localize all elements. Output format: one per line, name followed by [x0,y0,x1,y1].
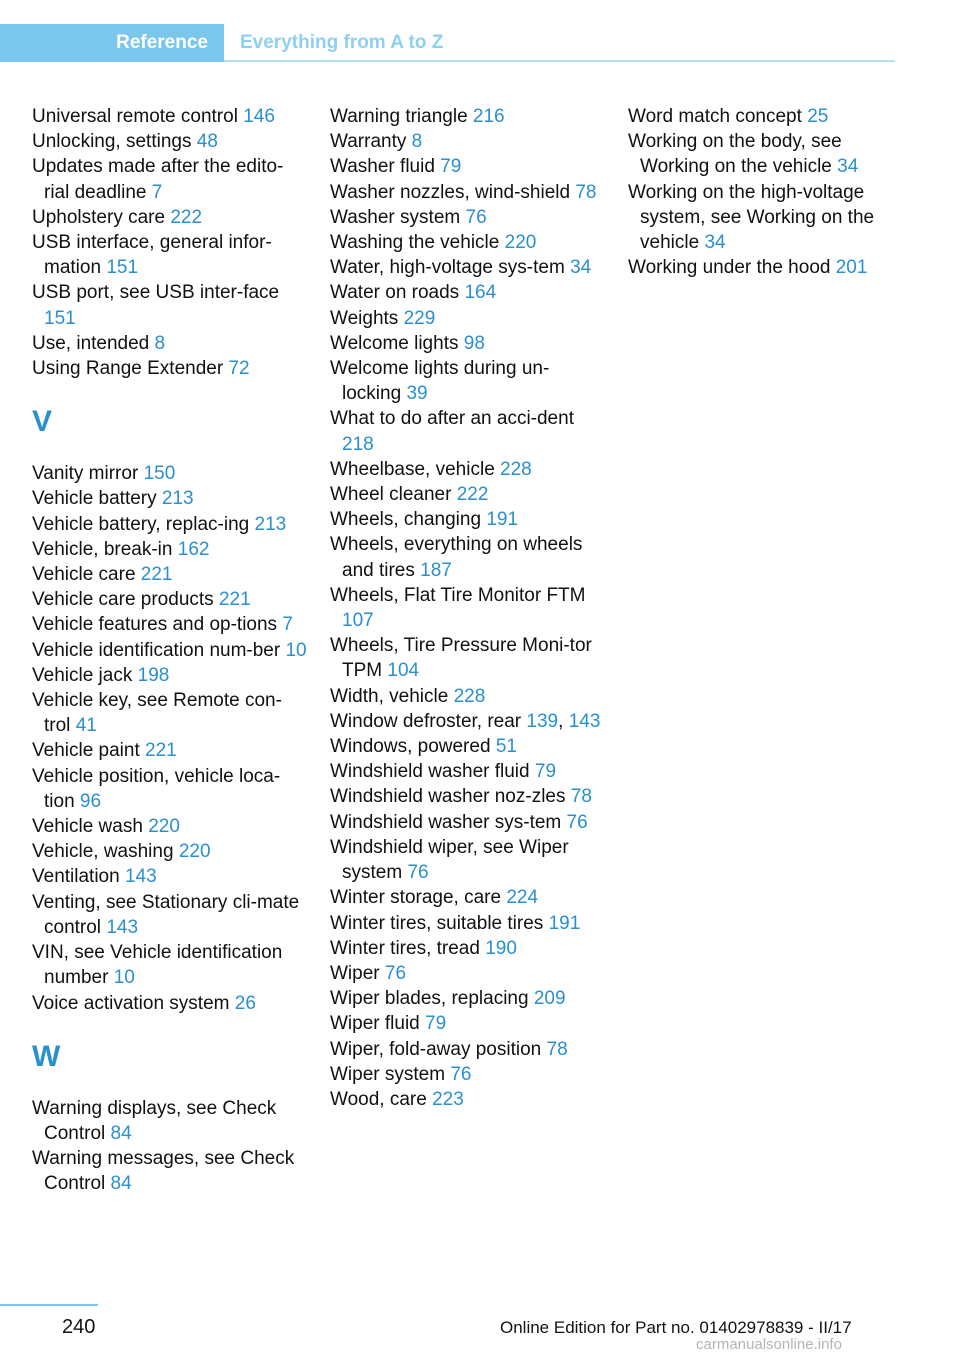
index-entry-text: Vanity mirror [32,463,139,485]
page-link[interactable]: 25 [807,106,829,127]
index-entry [32,356,307,381]
index-entry-text: Windshield washer sys-tem [330,811,562,833]
section-title: Everything from A to Z [240,32,444,53]
page-link[interactable]: 10 [285,639,307,661]
index-entry [32,486,307,511]
page-number: 240 [62,1316,96,1338]
page-link[interactable]: 229 [403,307,436,329]
index-entry-text: Vehicle care products [32,589,214,611]
index-entry-text: Vehicle, break-in [32,538,173,560]
index-entry [628,104,908,129]
index-entry-text: Warning triangle [330,106,468,127]
index-entry-text: Windshield wiper, see Wiper system [330,836,569,884]
index-entry [330,734,605,759]
index-entry [32,587,307,612]
index-entry [330,784,605,809]
index-entry-text: Wheels, everything on wheels and tires [330,534,583,581]
index-entry [330,331,605,356]
header-rule [224,60,895,62]
index-entry-text: Washer nozzles, wind-shield [330,181,571,203]
page-link[interactable]: 146 [243,106,275,127]
index-entry-text: Vehicle features and op-tions [32,614,278,636]
page-link[interactable]: 198 [137,664,170,686]
page-link[interactable]: 164 [464,282,497,304]
index-entry-text: Vehicle battery, replac-ing [32,513,250,535]
index-column-3 [628,104,908,280]
index-entry-text: Wheelbase, vehicle [330,458,495,480]
page-link[interactable]: 162 [177,538,210,560]
page-link[interactable]: 220 [504,232,537,254]
page-link[interactable]: 26 [234,992,256,1014]
index-entry-text: Vehicle, washing [32,841,174,863]
index-entry-text: Window defroster, rear [330,710,522,732]
page-link[interactable]: 143 [568,710,601,732]
index-entry [32,154,307,204]
index-entry [330,532,605,582]
page-link[interactable]: 78 [546,1038,568,1060]
page-link[interactable]: 48 [196,131,218,153]
page-link[interactable]: 76 [566,811,588,833]
edition-note: Online Edition for Part no. 01402978839 - II/17 [500,1318,852,1337]
page-link[interactable]: 41 [75,715,97,737]
index-entry-text: Wiper [330,962,380,984]
page-link[interactable]: 220 [148,816,180,838]
page-link[interactable]: 98 [463,332,485,354]
page-link[interactable]: 228 [453,685,486,707]
index-entry [330,306,605,331]
index-entry [32,461,307,486]
index-entry-text: Upholstery care [32,206,166,228]
index-entry-text: Wiper, fold-away position [330,1038,542,1060]
index-entry-text: Vehicle position, vehicle loca-tion [32,765,281,812]
index-entry [330,154,605,179]
page-header [0,24,895,62]
page-link[interactable]: 228 [500,458,532,480]
index-entry [32,663,307,688]
page-link[interactable]: 8 [411,131,423,153]
page-link[interactable]: 190 [485,937,517,959]
index-entry [32,1146,307,1196]
index-entry [32,562,307,587]
index-entry-text: Universal remote control [32,106,238,127]
page-link[interactable]: 107 [342,610,374,632]
index-entry-text: Wheels, changing [330,509,482,531]
index-entry [32,104,307,129]
page-link[interactable]: 222 [170,206,203,228]
page-link[interactable]: 220 [178,841,211,863]
page-link[interactable]: 79 [440,156,462,178]
index-entry [32,1096,307,1146]
index-entry-text: Wiper blades, replacing [330,988,529,1010]
index-entry [628,129,908,179]
index-entry [330,633,605,683]
index-entry-text: Wiper fluid [330,1013,420,1035]
page-link[interactable]: 224 [506,887,539,909]
index-entry-text: USB interface, general infor-mation [32,232,272,279]
index-entry-text: Warning displays, see Check Control [32,1097,277,1144]
index-entry-text: Unlocking, settings [32,131,192,153]
index-entry-text: Windows, powered [330,736,491,758]
page-link[interactable]: 10 [113,967,135,989]
index-entry-text: Working on the high-voltage system, see Working on the vehicle [628,181,875,254]
index-entry [330,205,605,230]
index-entry [32,839,307,864]
index-entry [32,537,307,562]
page-link[interactable]: 151 [106,257,139,279]
index-entry [330,230,605,255]
index-entry [330,1087,605,1112]
page-link[interactable]: 79 [534,761,557,783]
index-entry [330,835,605,885]
page-link[interactable]: 34 [704,232,726,254]
index-entry [330,356,605,406]
index-entry [32,638,307,663]
page-link[interactable]: 7 [151,181,163,203]
index-entry-text: VIN, see Vehicle identification number [32,942,283,989]
footer-rule [0,1304,98,1306]
index-entry-text: What to do after an acci-dent [330,408,574,430]
index-entry [330,810,605,835]
index-entry-text: Warning messages, see Check Control [32,1148,295,1195]
page-link[interactable]: 76 [465,206,487,228]
index-entry [32,512,307,537]
index-entry-text: Word match concept [628,106,802,127]
index-entry-text: Wood, care [330,1088,427,1110]
page-link[interactable]: 201 [835,257,868,279]
index-entry-text: Vehicle jack [32,664,133,686]
index-entry-text: USB port, see USB inter-face [32,282,280,304]
index-entry-text: Water on roads [330,282,460,304]
index-entry [32,814,307,839]
page-link[interactable]: 8 [154,332,166,354]
index-entry [330,180,605,205]
page-link[interactable]: 79 [425,1013,447,1035]
index-entry [330,280,605,305]
index-entry [330,129,605,154]
page-link[interactable]: 191 [548,912,581,934]
index-entry-text: Wheel cleaner [330,484,452,506]
index-entry-text: Wheels, Tire Pressure Moni-tor TPM [330,635,592,682]
page-link[interactable]: 221 [218,589,251,611]
page-link[interactable]: 104 [387,660,420,682]
index-entry [330,406,605,456]
index-entry [32,230,307,280]
index-entry [330,1011,605,1036]
index-entry-text: Working on the body, see Working on the vehicle [628,131,842,178]
watermark: carmanualsonline.info [696,1336,842,1353]
page-link[interactable]: 187 [420,559,452,581]
index-column-1 [32,104,307,1197]
index-entry [330,961,605,986]
page-link[interactable]: 222 [456,484,489,506]
index-entry-text: Venting, see Stationary cli-mate control [32,891,300,938]
page-link[interactable]: 150 [143,463,176,485]
page-link[interactable]: 218 [342,433,374,455]
index-entry-text: Wheels, Flat Tire Monitor FTM [330,584,586,606]
page-link[interactable]: 143 [124,866,157,888]
index-entry-text: Warranty [330,131,407,153]
chapter-tab[interactable]: Reference [0,24,224,62]
index-entry [330,936,605,961]
page-link[interactable]: 213 [254,513,287,535]
index-entry [330,583,605,633]
page-link[interactable]: 151 [44,307,76,329]
page-link[interactable]: 51 [495,736,517,758]
index-entry [330,255,605,280]
page-link[interactable]: 221 [145,740,177,762]
index-entry-text: Windshield washer fluid [330,761,530,783]
page-link[interactable]: 221 [140,564,173,586]
index-entry [32,890,307,940]
page-link[interactable]: 78 [575,181,597,203]
page-link[interactable]: 34 [570,257,592,279]
page-link[interactable]: 84 [110,1122,132,1144]
page-link[interactable]: 191 [486,509,519,531]
index-entry-text: Working under the hood [628,257,831,279]
index-entry [330,986,605,1011]
index-entry-text: Weights [330,307,399,329]
index-entry [330,1037,605,1062]
index-entry-text: Washer system [330,206,461,228]
index-entry [628,255,908,280]
index-entry [32,940,307,990]
index-entry [32,129,307,154]
index-entry-text: Wiper system [330,1063,446,1085]
page-link[interactable]: 216 [472,106,505,127]
index-entry-text: Welcome lights [330,332,459,354]
index-entry [330,507,605,532]
index-entry [32,280,307,330]
index-letter-heading: W [32,1039,61,1073]
index-entry-text: Winter tires, suitable tires [330,912,544,934]
index-entry [330,104,605,129]
index-entry [32,764,307,814]
page-link[interactable]: 213 [161,488,194,510]
page-link[interactable]: 78 [570,786,592,808]
index-entry-text: Vehicle battery [32,488,157,510]
page-link[interactable]: 76 [450,1063,472,1085]
index-entry-text: Water, high-voltage sys-tem [330,257,565,279]
index-entry-text: Winter tires, tread [330,937,480,959]
index-entry [32,612,307,637]
index-entry-text: Washing the vehicle [330,232,500,254]
page-link[interactable]: 223 [432,1088,464,1110]
index-entry [330,885,605,910]
index-entry-text: Updates made after the edito-rial deadline [32,156,284,203]
index-entry-text: Vehicle paint [32,740,140,762]
index-entry: Window defroster, rear 139, 143 [330,710,601,732]
index-entry-text: Welcome lights during un-locking [330,358,550,405]
page-link[interactable]: 143 [106,916,139,938]
index-entry-text: Using Range Extender [32,358,224,380]
index-entry [330,457,605,482]
index-entry-text: Vehicle care [32,564,136,586]
index-entry [628,180,908,256]
page-link[interactable]: 34 [837,156,859,178]
index-entry-text: Vehicle identification num-ber [32,639,281,661]
index-entry-text: Washer fluid [330,156,435,178]
page-link[interactable]: 96 [79,790,102,812]
index-entry-text: Vehicle wash [32,816,143,838]
index-entry [32,864,307,889]
index-entry [32,688,307,738]
index-entry-text: Winter storage, care [330,887,502,909]
page-link[interactable]: 76 [407,862,429,884]
page-link[interactable]: 72 [228,358,250,380]
index-entry-text: Vehicle key, see Remote con-trol [32,690,282,737]
index-entry [330,1062,605,1087]
index-entry-text: Voice activation system [32,992,230,1014]
index-entry-text: Ventilation [32,866,120,888]
index-entry [32,331,307,356]
index-entry [330,911,605,936]
page-link[interactable]: 39 [406,383,428,405]
index-entry [330,482,605,507]
index-entry [32,738,307,763]
index-entry-text: Use, intended [32,332,150,354]
index-entry [32,991,307,1016]
index-column-2 [330,104,605,1112]
index-entry-text: Width, vehicle [330,685,449,707]
page-link[interactable]: 7 [282,614,293,636]
index-entry [32,205,307,230]
index-entry-text: Windshield washer noz-zles [330,786,566,808]
page-link[interactable]: 84 [110,1173,132,1195]
index-letter-heading: V [32,405,53,439]
page-link[interactable]: 209 [533,988,566,1010]
page-link[interactable]: 76 [384,962,407,984]
index-entry [330,684,605,709]
page-link[interactable]: 139 [526,710,559,732]
index-entry [330,759,605,784]
